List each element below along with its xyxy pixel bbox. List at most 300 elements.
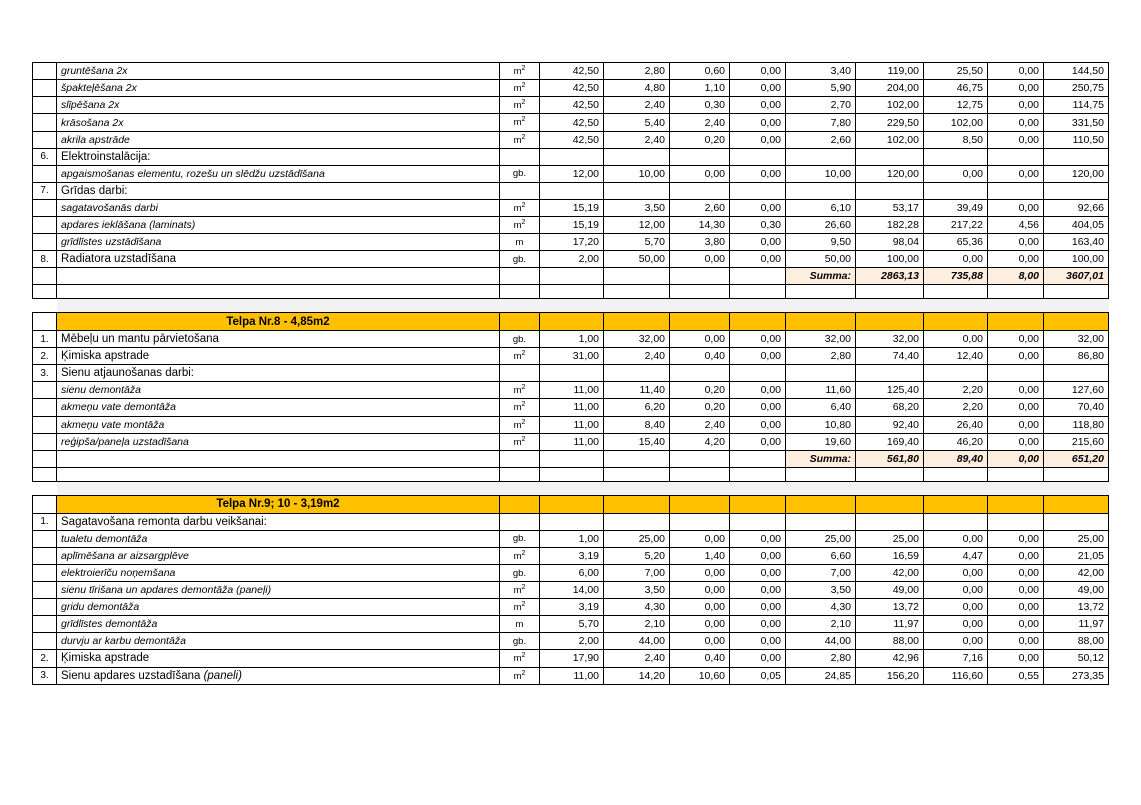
cell-s1: 25,00	[856, 530, 924, 547]
cell-p1: 2,40	[604, 650, 670, 667]
cell-s2: 65,36	[924, 234, 988, 251]
cell-p4: 10,00	[786, 165, 856, 182]
cell-total: 70,40	[1044, 399, 1109, 416]
cell-s2: 0,00	[924, 165, 988, 182]
cell-p4: 2,10	[786, 616, 856, 633]
cell-s3: 0,00	[988, 97, 1044, 114]
cell-s1	[856, 148, 924, 165]
gap-row	[33, 481, 1109, 495]
cell-p1: 2,10	[604, 616, 670, 633]
cell-s1: 42,96	[856, 650, 924, 667]
cell-description: gridu demontāža	[57, 599, 500, 616]
cell-qty	[540, 450, 604, 467]
table-row	[33, 114, 1109, 131]
cell-unit: gb.	[500, 530, 540, 547]
cell-s2: 89,40	[924, 450, 988, 467]
cell-qty: 2,00	[540, 633, 604, 650]
cell-unit: $m^2$	[500, 399, 540, 416]
cell-unit	[500, 365, 540, 382]
cell-s2: 39,49	[924, 199, 988, 216]
cell-p1	[604, 268, 670, 285]
cell-total: 273,35	[1044, 667, 1109, 684]
cell-total: 86,80	[1044, 348, 1109, 365]
cell-unit: $m^2$	[500, 97, 540, 114]
cell-s1: 11,97	[856, 616, 924, 633]
cell-band	[988, 495, 1044, 513]
cell-s3: 0,00	[988, 399, 1044, 416]
table-row	[33, 331, 1109, 348]
cell-p4: 44,00	[786, 633, 856, 650]
cell-p2: 3,80	[670, 234, 730, 251]
cell-total: 118,80	[1044, 416, 1109, 433]
cell-p2: 10,60	[670, 667, 730, 684]
cell-p3	[730, 365, 786, 382]
cell-s2: 12,40	[924, 348, 988, 365]
cell-p1: 2,80	[604, 63, 670, 80]
cell-no: 6.	[33, 148, 57, 165]
cell-s1: 156,20	[856, 667, 924, 684]
cell-s2: 12,75	[924, 97, 988, 114]
cell-gap	[604, 481, 670, 495]
subtotal-row	[33, 450, 1109, 467]
cell-p2: 0,00	[670, 633, 730, 650]
cell-no	[33, 633, 57, 650]
cell-s2: 102,00	[924, 114, 988, 131]
cell-s3: 8,00	[988, 268, 1044, 285]
cell-p4: 6,60	[786, 547, 856, 564]
cell-empty	[57, 285, 500, 299]
cell-p1: 2,40	[604, 131, 670, 148]
cell-empty	[786, 285, 856, 299]
cell-p1: 44,00	[604, 633, 670, 650]
cell-p2: 0,00	[670, 599, 730, 616]
cell-p3	[730, 513, 786, 530]
cell-description: apdares ieklāšana (laminats)	[57, 216, 500, 233]
estimate-table	[32, 62, 1109, 685]
cell-p1: 3,50	[604, 582, 670, 599]
cell-s2: 0,00	[924, 530, 988, 547]
cell-empty	[988, 467, 1044, 481]
cell-unit: $m^2$	[500, 348, 540, 365]
cell-total: 25,00	[1044, 530, 1109, 547]
cell-unit: gb.	[500, 633, 540, 650]
cell-p3	[730, 182, 786, 199]
cell-qty: 1,00	[540, 530, 604, 547]
cell-p3: 0,00	[730, 547, 786, 564]
cell-p3: 0,00	[730, 399, 786, 416]
cell-unit	[500, 450, 540, 467]
cell-s1: 88,00	[856, 633, 924, 650]
cell-s3	[988, 513, 1044, 530]
table-row	[33, 199, 1109, 216]
cell-total	[1044, 513, 1109, 530]
cell-band	[730, 495, 786, 513]
cell-qty: 6,00	[540, 565, 604, 582]
cell-s2	[924, 182, 988, 199]
cell-p3: 0,00	[730, 416, 786, 433]
cell-p3: 0,00	[730, 234, 786, 251]
cell-band	[730, 313, 786, 331]
cell-unit: gb.	[500, 565, 540, 582]
cell-s2: 0,00	[924, 616, 988, 633]
subtotal-label: Summa:	[786, 268, 856, 285]
cell-s3: 0,00	[988, 199, 1044, 216]
cell-p2: 0,40	[670, 650, 730, 667]
cell-s3: 0,00	[988, 450, 1044, 467]
cell-p3: 0,00	[730, 650, 786, 667]
cell-description: elektroierīču noņemšana	[57, 565, 500, 582]
cell-s3: 0,00	[988, 616, 1044, 633]
cell-p3: 0,00	[730, 582, 786, 599]
cell-p2: 2,40	[670, 416, 730, 433]
cell-no	[33, 582, 57, 599]
cell-unit: $m^2$	[500, 667, 540, 684]
cell-description: Radiatora uzstadīšana	[57, 251, 500, 268]
cell-p3	[730, 268, 786, 285]
table-row	[33, 565, 1109, 582]
cell-s3	[988, 148, 1044, 165]
cell-unit: $m^2$	[500, 433, 540, 450]
cell-p2: 0,00	[670, 331, 730, 348]
cell-no: 7.	[33, 182, 57, 199]
cell-s3: 0,00	[988, 114, 1044, 131]
cell-no: 1.	[33, 513, 57, 530]
cell-gap	[500, 299, 540, 313]
cell-p3: 0,00	[730, 599, 786, 616]
cell-p1: 2,40	[604, 97, 670, 114]
cell-p3: 0,00	[730, 97, 786, 114]
cell-p1: 32,00	[604, 331, 670, 348]
section-band-row	[33, 313, 1109, 331]
cell-s2: 0,00	[924, 599, 988, 616]
cell-p3: 0,00	[730, 382, 786, 399]
cell-gap	[924, 299, 988, 313]
cell-gap	[57, 481, 500, 495]
cell-description: sienu demontāža	[57, 382, 500, 399]
cell-empty	[33, 285, 57, 299]
table-row	[33, 416, 1109, 433]
cell-p3: 0,05	[730, 667, 786, 684]
cell-qty	[540, 365, 604, 382]
cell-p2: 0,00	[670, 251, 730, 268]
cell-p2: 0,30	[670, 97, 730, 114]
cell-unit: $m^2$	[500, 582, 540, 599]
cell-unit: $m^2$	[500, 547, 540, 564]
cell-s3: 0,00	[988, 131, 1044, 148]
cell-p3: 0,00	[730, 165, 786, 182]
table-row	[33, 382, 1109, 399]
cell-p3: 0,00	[730, 530, 786, 547]
cell-p4: 2,70	[786, 97, 856, 114]
cell-s1	[856, 513, 924, 530]
cell-description: akmeņu vate montāža	[57, 416, 500, 433]
cell-qty: 17,20	[540, 234, 604, 251]
cell-qty: 31,00	[540, 348, 604, 365]
table-row	[33, 399, 1109, 416]
cell-unit: gb.	[500, 165, 540, 182]
cell-no: 8.	[33, 251, 57, 268]
table-row	[33, 547, 1109, 564]
cell-band	[540, 313, 604, 331]
cell-s3: 0,00	[988, 348, 1044, 365]
table-row	[33, 348, 1109, 365]
cell-empty	[988, 285, 1044, 299]
cell-unit: $m^2$	[500, 650, 540, 667]
cell-s2: 735,88	[924, 268, 988, 285]
cell-p1: 7,00	[604, 565, 670, 582]
cell-qty: 42,50	[540, 131, 604, 148]
cell-band	[500, 495, 540, 513]
cell-p2	[670, 513, 730, 530]
cell-total: 92,66	[1044, 199, 1109, 216]
cell-band	[1044, 313, 1109, 331]
cell-unit: $m^2$	[500, 199, 540, 216]
cell-p3: 0,00	[730, 63, 786, 80]
cell-description: krāsošana 2x	[57, 114, 500, 131]
cell-s1	[856, 365, 924, 382]
cell-p4: 24,85	[786, 667, 856, 684]
cell-band	[924, 495, 988, 513]
cell-s3: 0,00	[988, 63, 1044, 80]
cell-p2: 1,40	[670, 547, 730, 564]
cell-gap	[924, 481, 988, 495]
cell-band	[786, 313, 856, 331]
cell-empty	[786, 467, 856, 481]
cell-s1: 42,00	[856, 565, 924, 582]
cell-total: 13,72	[1044, 599, 1109, 616]
cell-p2: 0,00	[670, 565, 730, 582]
cell-description: aplīmēšana ar aizsargplēve	[57, 547, 500, 564]
cell-s1	[856, 182, 924, 199]
cell-p4: 32,00	[786, 331, 856, 348]
cell-description: Grīdas darbi:	[57, 182, 500, 199]
cell-p2: 0,00	[670, 530, 730, 547]
cell-p1	[604, 182, 670, 199]
cell-no: 3.	[33, 365, 57, 382]
cell-s2: 0,00	[924, 565, 988, 582]
cell-gap	[604, 299, 670, 313]
cell-total: 100,00	[1044, 251, 1109, 268]
cell-s1: 2863,13	[856, 268, 924, 285]
cell-s2: 0,00	[924, 331, 988, 348]
cell-no: 2.	[33, 348, 57, 365]
cell-total: 3607,01	[1044, 268, 1109, 285]
cell-p4: 9,50	[786, 234, 856, 251]
cell-description: Elektroinstalācija:	[57, 148, 500, 165]
table-row	[33, 234, 1109, 251]
cell-unit: gb.	[500, 251, 540, 268]
cell-description	[57, 450, 500, 467]
cell-s1: 98,04	[856, 234, 924, 251]
cell-s1: 102,00	[856, 131, 924, 148]
cell-p4	[786, 513, 856, 530]
cell-empty	[856, 285, 924, 299]
cell-p4: 10,80	[786, 416, 856, 433]
cell-total: 42,00	[1044, 565, 1109, 582]
cell-unit	[500, 148, 540, 165]
cell-p2: 14,30	[670, 216, 730, 233]
cell-total: 88,00	[1044, 633, 1109, 650]
cell-no	[33, 199, 57, 216]
cell-description: tualetu demontāža	[57, 530, 500, 547]
cell-gap	[1044, 481, 1109, 495]
cell-description: gruntēšana 2x	[57, 63, 500, 80]
cell-total: 50,12	[1044, 650, 1109, 667]
table-row	[33, 165, 1109, 182]
cell-gap	[57, 299, 500, 313]
cell-s3: 0,00	[988, 433, 1044, 450]
cell-p3	[730, 450, 786, 467]
cell-total: 127,60	[1044, 382, 1109, 399]
cell-p3: 0,00	[730, 433, 786, 450]
cell-qty: 42,50	[540, 97, 604, 114]
cell-p2	[670, 148, 730, 165]
cell-empty	[540, 285, 604, 299]
cell-no	[33, 495, 57, 513]
cell-p3: 0,00	[730, 633, 786, 650]
cell-description: Ķimiska apstrade	[57, 650, 500, 667]
cell-p2: 0,20	[670, 399, 730, 416]
cell-p3: 0,00	[730, 80, 786, 97]
cell-no	[33, 416, 57, 433]
cell-empty	[604, 467, 670, 481]
cell-s1: 120,00	[856, 165, 924, 182]
table-row	[33, 365, 1109, 382]
cell-no	[33, 97, 57, 114]
section-title: Telpa Nr.9; 10 - 3,19m2	[57, 495, 500, 513]
cell-total: 215,60	[1044, 433, 1109, 450]
cell-p4: 11,60	[786, 382, 856, 399]
cell-gap	[730, 299, 786, 313]
cell-p2: 0,00	[670, 616, 730, 633]
cell-total	[1044, 182, 1109, 199]
cell-qty: 5,70	[540, 616, 604, 633]
section-title: Telpa Nr.8 - 4,85m2	[57, 313, 500, 331]
cell-qty: 14,00	[540, 582, 604, 599]
estimate-table-body	[33, 63, 1109, 685]
cell-description: reģipša/paneļa uzstadīšana	[57, 433, 500, 450]
cell-qty	[540, 268, 604, 285]
cell-empty	[924, 467, 988, 481]
cell-s2: 2,20	[924, 399, 988, 416]
cell-s2: 25,50	[924, 63, 988, 80]
cell-description: špakteļēšana 2x	[57, 80, 500, 97]
cell-gap	[988, 481, 1044, 495]
table-row	[33, 182, 1109, 199]
cell-s1: 49,00	[856, 582, 924, 599]
cell-s2	[924, 365, 988, 382]
cell-band	[604, 313, 670, 331]
cell-no	[33, 450, 57, 467]
cell-p4: 3,50	[786, 582, 856, 599]
cell-s3: 0,55	[988, 667, 1044, 684]
cell-s2: 46,75	[924, 80, 988, 97]
cell-s1: 119,00	[856, 63, 924, 80]
cell-band	[670, 495, 730, 513]
cell-s1: 53,17	[856, 199, 924, 216]
cell-p2	[670, 182, 730, 199]
cell-p1: 5,20	[604, 547, 670, 564]
cell-description: sagatavošanās darbi	[57, 199, 500, 216]
cell-s1: 68,20	[856, 399, 924, 416]
cell-s1: 169,40	[856, 433, 924, 450]
cell-band	[856, 495, 924, 513]
cell-total: 404,05	[1044, 216, 1109, 233]
cell-s3: 0,00	[988, 530, 1044, 547]
cell-s3: 4,56	[988, 216, 1044, 233]
cell-p1: 15,40	[604, 433, 670, 450]
subtotal-label: Summa:	[786, 450, 856, 467]
cell-s3: 0,00	[988, 165, 1044, 182]
cell-p1: 11,40	[604, 382, 670, 399]
cell-unit: m	[500, 616, 540, 633]
cell-s3: 0,00	[988, 633, 1044, 650]
cell-empty	[924, 285, 988, 299]
cell-total: 651,20	[1044, 450, 1109, 467]
cell-s1: 204,00	[856, 80, 924, 97]
cell-band	[1044, 495, 1109, 513]
subtotal-row	[33, 268, 1109, 285]
cell-p4: 5,90	[786, 80, 856, 97]
cell-s3: 0,00	[988, 251, 1044, 268]
cell-no	[33, 433, 57, 450]
table-row	[33, 251, 1109, 268]
cell-band	[924, 313, 988, 331]
cell-p4: 6,10	[786, 199, 856, 216]
cell-s2: 0,00	[924, 582, 988, 599]
cell-empty	[856, 467, 924, 481]
cell-unit	[500, 268, 540, 285]
table-row	[33, 530, 1109, 547]
cell-no	[33, 313, 57, 331]
cell-p2	[670, 268, 730, 285]
cell-p4: 2,80	[786, 650, 856, 667]
cell-s1: 100,00	[856, 251, 924, 268]
cell-p1: 10,00	[604, 165, 670, 182]
cell-s3	[988, 182, 1044, 199]
cell-unit	[500, 182, 540, 199]
cell-qty: 1,00	[540, 331, 604, 348]
cell-p1: 5,70	[604, 234, 670, 251]
section-band-row	[33, 495, 1109, 513]
cell-s3: 0,00	[988, 599, 1044, 616]
cell-no	[33, 268, 57, 285]
cell-p3: 0,00	[730, 131, 786, 148]
cell-total	[1044, 148, 1109, 165]
cell-s3	[988, 365, 1044, 382]
cell-empty	[500, 285, 540, 299]
cell-p2: 0,00	[670, 165, 730, 182]
cell-qty	[540, 513, 604, 530]
cell-empty	[730, 285, 786, 299]
cell-description: akmeņu vate demontāža	[57, 399, 500, 416]
cell-qty: 2,00	[540, 251, 604, 268]
cell-s1: 561,80	[856, 450, 924, 467]
cell-s3: 0,00	[988, 234, 1044, 251]
cell-p3: 0,00	[730, 199, 786, 216]
cell-no	[33, 131, 57, 148]
cell-description: sienu tīrišana un apdares demontāža (paneļi)	[57, 582, 500, 599]
cell-unit: $m^2$	[500, 382, 540, 399]
cell-s3: 0,00	[988, 382, 1044, 399]
cell-total: 114,75	[1044, 97, 1109, 114]
table-row	[33, 80, 1109, 97]
cell-gap	[856, 481, 924, 495]
table-row	[33, 131, 1109, 148]
cell-p3: 0,00	[730, 114, 786, 131]
cell-p2: 4,20	[670, 433, 730, 450]
cell-s1: 16,59	[856, 547, 924, 564]
